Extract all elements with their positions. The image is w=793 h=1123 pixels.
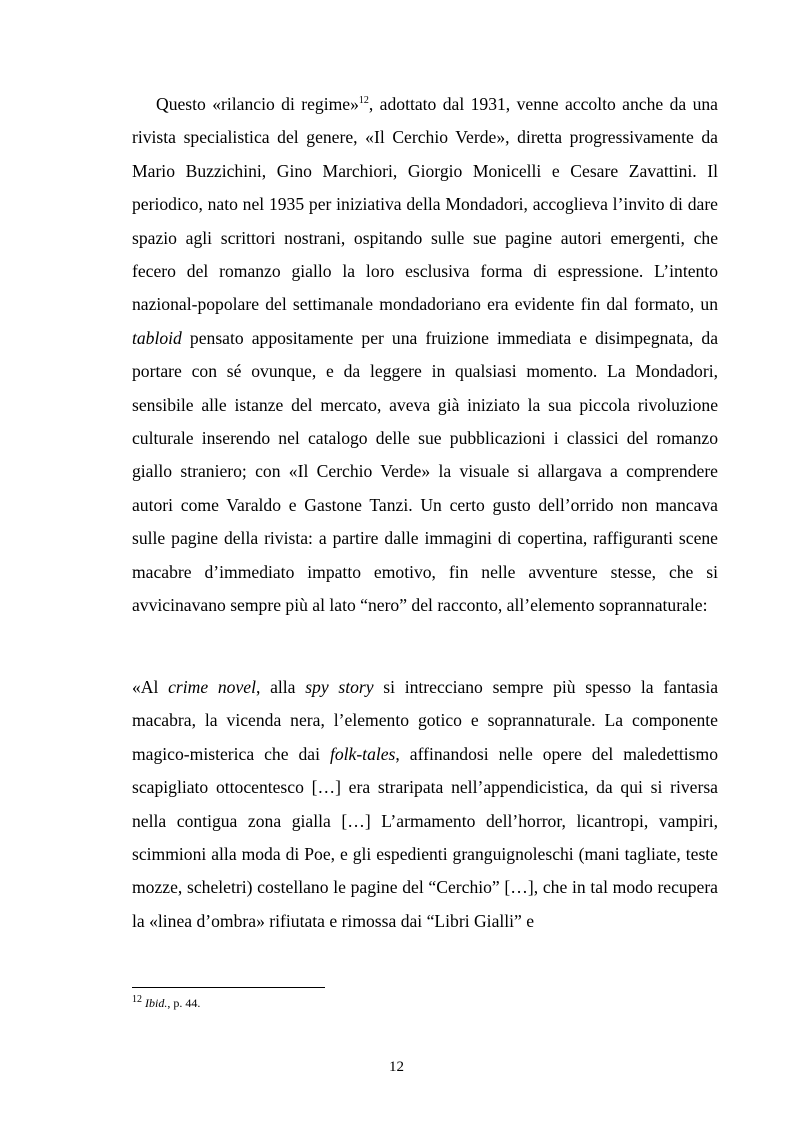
footnote-separator: [132, 987, 325, 988]
text-run: , adottato dal 1931, venne accolto anche da una rivista specialistica del genere, «Il Cerchio Verde», diretta progressivamente da Mario Buzzichini, Gino Marchiori, Giorgio Monicelli e Cesare Zavattini. Il periodico, nato nel 1935 per iniziativa della Mondadori, accoglieva l’invito di dare spazio agli scrittori nostrani, ospitando sulle sue pagine autori emergenti, che fecero del romanzo giallo la loro esclusiva forma di espressione. L’intento nazional-popolare del settimanale mondadoriano era evidente fin dal formato, un: [132, 94, 718, 315]
italic-term: tabloid: [132, 327, 182, 348]
body-paragraph: [132, 88, 718, 623]
text-run: pensato appositamente per una fruizione immediata e disimpegnata, da portare con sé ovunque, e da leggere in qualsiasi momento. La Mondadori, sensibile alle istanze del mercato, aveva già iniziato la sua piccola rivoluzione culturale inserendo nel catalogo delle sue pubblicazioni i classici del romanzo giallo straniero; con «Il Cerchio Verde» la visuale si allargava a comprendere autori come Varaldo e Gastone Tanzi. Un certo gusto dell’orrido non mancava sulle pagine della rivista: a partire dalle immagini di copertina, raffiguranti scene macabre d’immediato impatto emotivo, fin nelle avventure stesse, che si avvicinavano sempre più al lato “nero” del racconto, all’elemento soprannaturale:: [132, 327, 718, 616]
footnote-text: , p. 44.: [167, 996, 201, 1010]
block-quote: [132, 671, 718, 938]
footnote-number: 12: [132, 994, 142, 1005]
page-number: 12: [389, 1059, 404, 1075]
italic-term: spy story: [305, 677, 374, 697]
footnote: [132, 996, 200, 1011]
text-run: «Al: [132, 677, 169, 697]
italic-term: folk-tales: [329, 743, 396, 764]
footnote-reference[interactable]: 12: [358, 95, 369, 107]
text-run: , affinandosi nelle opere del maledettismo scapigliato ottocentesco […] era straripata nell’appendicistica, da qui si riversa nella contigua zona gialla […] L’armamento dell’horror, licantropi, vampiri, scimmioni alla moda di Poe, e gli espedienti granguignoleschi (mani tagliate, teste mozze, scheletri) costellano le pagine del “Cerchio” […], che in tal modo recupera la «linea d’ombra» rifiutata e rimossa dai “Libri Gialli” e: [132, 743, 719, 931]
text-run: Questo «rilancio di regime»: [156, 94, 359, 114]
text-run: si intrecciano sempre più spesso la fantasia macabra, la vicenda nera, l’elemento gotico e soprannaturale. La componente magico-misterica che dai: [132, 677, 719, 764]
italic-term: crime novel: [168, 677, 256, 697]
footnote-ibid: Ibid.: [145, 996, 168, 1010]
text-run: , alla: [255, 677, 306, 697]
